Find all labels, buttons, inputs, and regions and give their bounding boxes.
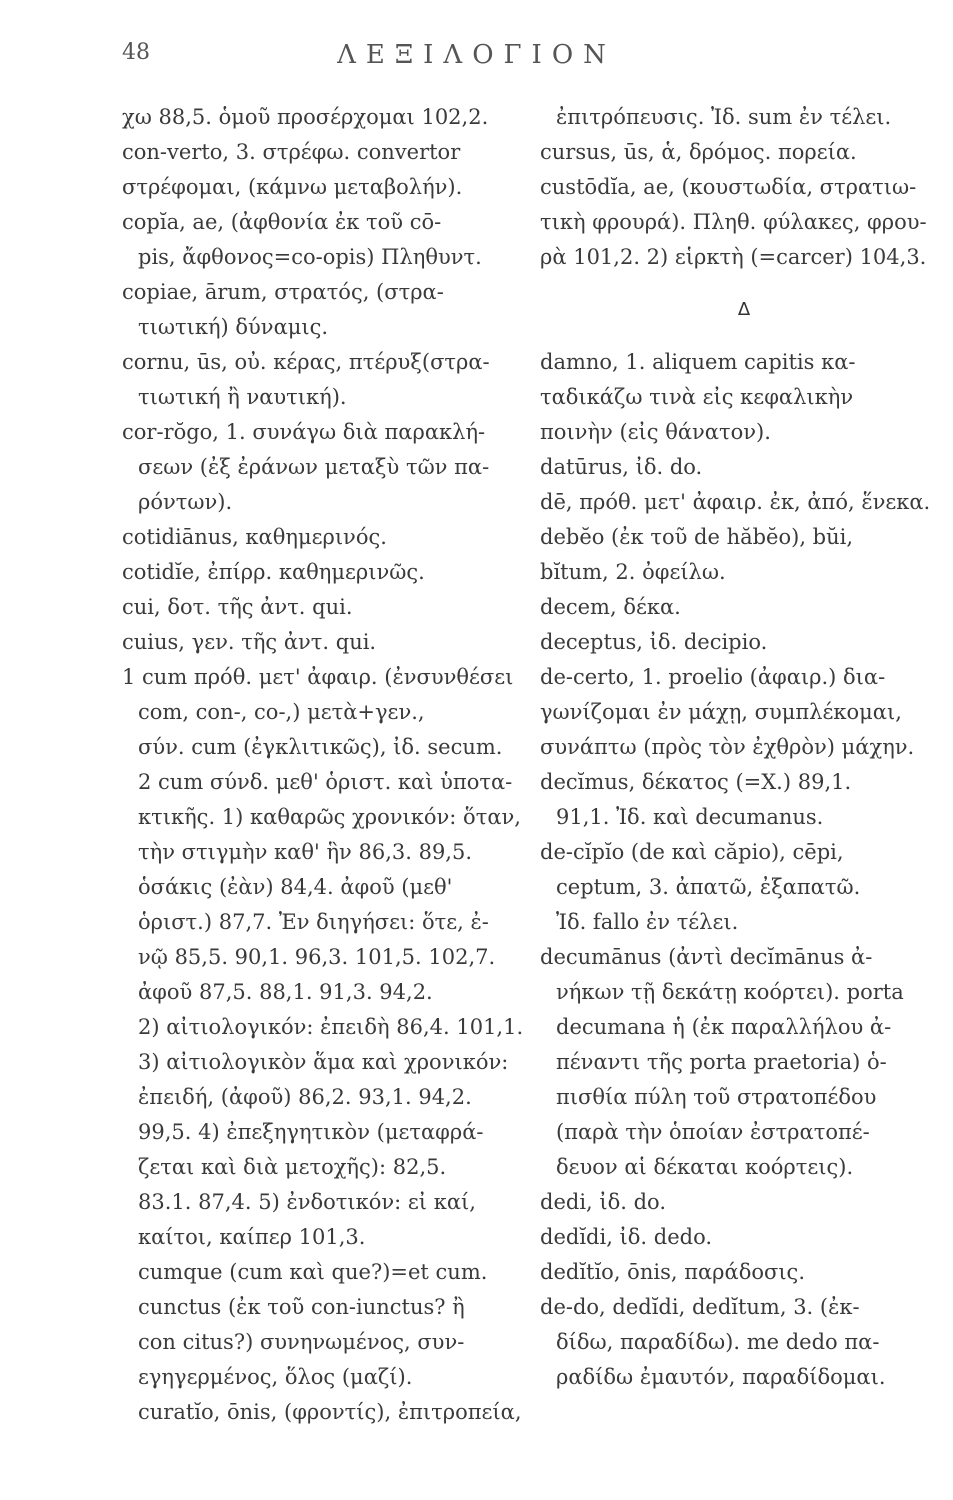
entry-line: cursus, ūs, ἁ, δρόμος. πορεία. <box>540 140 857 164</box>
entry-line: 1 cum πρόθ. μετ' ἀφαιρ. (ἐνσυνθέσει <box>122 665 514 689</box>
entry-line: bĭtum, 2. ὀφείλω. <box>540 560 726 584</box>
entry-line: decem, δέκα. <box>540 595 681 619</box>
entry-line: dedĭdi, ἰδ. dedo. <box>540 1225 713 1249</box>
entry-line: εγηγερμένος, ὅλος (μαζί). <box>138 1365 413 1389</box>
entry-line: curatĭo, ōnis, (φροντίς), ἐπιτροπεία, <box>138 1400 522 1424</box>
entry-line: copĭa, ae, (ἀφθονία ἐκ τοῦ cō- <box>122 210 442 234</box>
entry-line: ποινὴν (εἰς θάνατον). <box>540 420 771 444</box>
entry-line: damno, 1. aliquem capitis κα- <box>540 350 856 374</box>
entry-line: cotidiānus, καθημερινός. <box>122 525 387 549</box>
entry-line: 2) αἰτιολογικόν: ἐπειδὴ 86,4. 101,1. <box>138 1015 524 1039</box>
entry-line: debĕo (ἐκ τοῦ de hăbĕo), bŭi, <box>540 525 854 549</box>
entry-line: ὁσάκις (ἐὰν) 84,4. ἀφοῦ (μεθ' <box>138 875 453 899</box>
entry-line: ὁριστ.) 87,7. Ἐν διηγήσει: ὅτε, ἐ- <box>138 910 489 934</box>
entry-line: con citus?) συνηνωμένος, συν- <box>138 1330 465 1354</box>
entry-line: ραδίδω ἐμαυτόν, παραδίδομαι. <box>556 1365 886 1389</box>
entry-line: pis, ἄφθονος=co-opis) Πληθυντ. <box>138 245 482 269</box>
entry-line: 2 cum σύνδ. μεθ' ὁριστ. καὶ ὑποτα- <box>138 770 513 794</box>
right-column-entries-top <box>540 100 948 275</box>
entry-line: ρὰ 101,2. 2) εἱρκτὴ (=carcer) 104,3. <box>540 245 927 269</box>
running-head-title: ΛΕΞΙΛΟΓΙΟΝ <box>337 40 616 70</box>
entry-line: deceptus, ἰδ. decipio. <box>540 630 768 654</box>
entry-line: cornu, ūs, οὐ. κέρας, πτέρυξ(στρα- <box>122 350 490 374</box>
entry-line: copiae, ārum, στρατός, (στρα- <box>122 280 444 304</box>
entry-line: dedi, ἰδ. do. <box>540 1190 666 1214</box>
section-letter-heading: Δ <box>737 299 751 320</box>
entry-line: decumana ἡ (ἐκ παραλλήλου ἀ- <box>556 1015 892 1039</box>
entry-line: σύν. cum (ἐγκλιτικῶς), ἰδ. secum. <box>138 735 503 759</box>
entry-line: ταδικάζω τινὰ εἰς κεφαλικὴν <box>540 385 854 409</box>
entry-line: τιωτική) δύναμις. <box>138 315 329 339</box>
right-column <box>540 100 948 1395</box>
entry-line: τιωτική ἢ ναυτική). <box>138 385 347 409</box>
entry-line: ceptum, 3. ἀπατῶ, ἐξαπατῶ. <box>556 875 861 899</box>
entry-line: cuius, γεν. τῆς ἀντ. qui. <box>122 630 377 654</box>
entry-line: νῷ 85,5. 90,1. 96,3. 101,5. 102,7. <box>138 945 496 969</box>
entry-line: συνάπτω (πρὸς τὸν ἐχθρὸν) μάχην. <box>540 735 915 759</box>
entry-line: 3) αἰτιολογικὸν ἅμα καὶ χρονικόν: <box>138 1050 509 1074</box>
page-header <box>0 40 953 74</box>
entry-line: 91,1. Ἰδ. καὶ decumanus. <box>556 805 824 829</box>
entry-line: decĭmus, δέκατος (=X.) 89,1. <box>540 770 852 794</box>
entry-line: ζεται καὶ διὰ μετοχῆς): 82,5. <box>138 1155 447 1179</box>
entry-line: καίτοι, καίπερ 101,3. <box>138 1225 366 1249</box>
entry-line: cotidĭe, ἐπίρρ. καθημερινῶς. <box>122 560 425 584</box>
entry-line: τικὴ φρουρά). Πληθ. φύλακες, φρου- <box>540 210 927 234</box>
entry-line: δευον αἱ δέκαται κοόρτεις). <box>556 1155 854 1179</box>
entry-line: ἐπειδή, (ἀφοῦ) 86,2. 93,1. 94,2. <box>138 1085 472 1109</box>
page-number: 48 <box>122 40 150 65</box>
entry-line: σεων (ἐξ ἐράνων μεταξὺ τῶν πα- <box>138 455 490 479</box>
entry-line: cunctus (ἐκ τοῦ con-iunctus? ἢ <box>138 1295 465 1319</box>
entry-line: dedĭtĭo, ōnis, παράδοσις. <box>540 1260 805 1284</box>
left-column <box>122 100 530 1430</box>
entry-line: dē, πρόθ. μετ' ἀφαιρ. ἐκ, ἀπό, ἕνεκα. <box>540 490 931 514</box>
entry-line: γωνίζομαι ἐν μάχῃ, συμπλέκομαι, <box>540 700 902 724</box>
entry-line: de-cĭpĭo (de καὶ căpio), cēpi, <box>540 840 844 864</box>
entry-line: χω 88,5. ὁμοῦ προσέρχομαι 102,2. <box>122 105 489 129</box>
entry-line: com, con-, co-,) μετὰ+γεν., <box>138 700 425 724</box>
entry-line: ἀφοῦ 87,5. 88,1. 91,3. 94,2. <box>138 980 433 1004</box>
entry-line: δίδω, παραδίδω). me dedo πα- <box>556 1330 880 1354</box>
entry-line: τὴν στιγμὴν καθ' ἣν 86,3. 89,5. <box>138 840 473 864</box>
entry-line: datūrus, ἰδ. do. <box>540 455 703 479</box>
entry-line: στρέφομαι, (κάμνω μεταβολήν). <box>122 175 463 199</box>
entry-line: con-verto, 3. στρέφω. convertor <box>122 140 461 164</box>
entry-line: cumque (cum καὶ que?)=et cum. <box>138 1260 488 1284</box>
entry-line: (παρὰ τὴν ὁποίαν ἐστρατοπέ- <box>556 1120 870 1144</box>
entry-line: πέναντι τῆς porta praetoria) ὁ- <box>556 1050 887 1074</box>
entry-line: de-certo, 1. proelio (ἀφαιρ.) δια- <box>540 665 886 689</box>
entry-line: κτικῆς. 1) καθαρῶς χρονικόν: ὅταν, <box>138 805 521 829</box>
right-column-entries-bottom <box>540 345 948 1395</box>
entry-line: νήκων τῇ δεκάτῃ κοόρτει). porta <box>556 980 904 1004</box>
entry-line: cor-rŏgo, 1. συνάγω διὰ παρακλή- <box>122 420 486 444</box>
entry-line: ρόντων). <box>138 490 233 514</box>
entry-line: ἐπιτρόπευσις. Ἰδ. sum ἐν τέλει. <box>556 105 892 129</box>
entry-line: cui, δοτ. τῆς ἀντ. qui. <box>122 595 353 619</box>
entry-line: custōdĭa, ae, (κουστωδία, στρατιω- <box>540 175 917 199</box>
entry-line: πισθία πύλη τοῦ στρατοπέδου <box>556 1085 877 1109</box>
entry-line: 83.1. 87,4. 5) ἐνδοτικόν: εἰ καί, <box>138 1190 476 1214</box>
entry-line: de-do, dedĭdi, dedĭtum, 3. (ἐκ- <box>540 1295 860 1319</box>
entry-line: Ἰδ. fallo ἐν τέλει. <box>556 910 739 934</box>
entry-line: decumānus (ἀντὶ decĭmānus ἀ- <box>540 945 873 969</box>
entry-line: 99,5. 4) ἐπεξηγητικὸν (μεταφρά- <box>138 1120 484 1144</box>
